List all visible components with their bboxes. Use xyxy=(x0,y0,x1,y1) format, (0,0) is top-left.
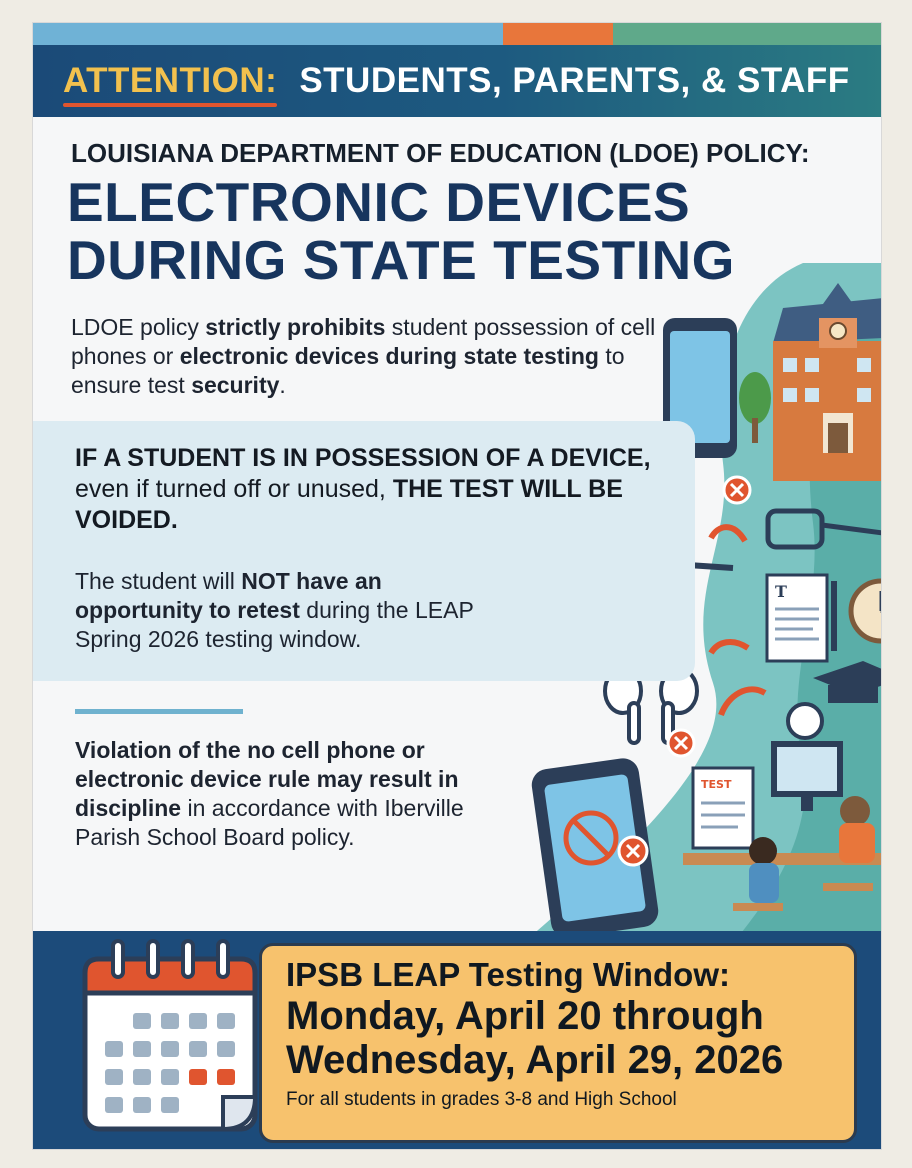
test-paper-label: TEST xyxy=(701,778,732,791)
discipline-notice: Violation of the no cell phone or electronic device rule may result in discipline in accordance with Iberville Parish School Board policy. xyxy=(75,737,464,850)
prohibited-x-icon xyxy=(724,477,750,503)
title-line-1: ELECTRONIC DEVICES xyxy=(67,171,691,233)
testing-window-heading: IPSB LEAP Testing Window: xyxy=(286,956,730,993)
retest-notice: The student will NOT have an opportunity to retest during the LEAP Spring 2026 testing window. xyxy=(75,568,474,652)
earbuds-icon xyxy=(605,669,697,756)
testing-window-note: For all students in grades 3-8 and High School xyxy=(286,1089,677,1110)
poster xyxy=(32,22,882,1150)
color-strip xyxy=(33,23,882,45)
testing-window-start: Monday, April 20 through xyxy=(286,994,764,1038)
testing-window-box xyxy=(259,943,857,1143)
document-letter: T xyxy=(775,582,787,601)
smartphone-prohibited-icon xyxy=(530,756,661,939)
page-title xyxy=(67,173,735,289)
attention-banner xyxy=(33,45,882,117)
intro-paragraph: LDOE policy strictly prohibits student possession of cell phones or electronic devices during state testing to ensure test security. xyxy=(71,314,656,398)
calendar-icon xyxy=(73,931,273,1141)
policy-subtitle: LOUISIANA DEPARTMENT OF EDUCATION (LDOE) POLICY: xyxy=(71,138,810,168)
clock-icon xyxy=(788,704,822,738)
testing-window-end: Wednesday, April 29, 2026 xyxy=(286,1038,784,1082)
attention-label: ATTENTION: xyxy=(63,61,277,101)
audience-label: STUDENTS, PARENTS, & STAFF xyxy=(299,61,850,100)
voided-warning: IF A STUDENT IS IN POSSESSION OF A DEVICE, even if turned off or unused, THE TEST WILL BE VOIDED. xyxy=(75,444,651,534)
test-document-icon xyxy=(767,575,837,661)
title-line-2: DURING STATE TESTING xyxy=(67,229,735,291)
divider xyxy=(75,709,243,714)
